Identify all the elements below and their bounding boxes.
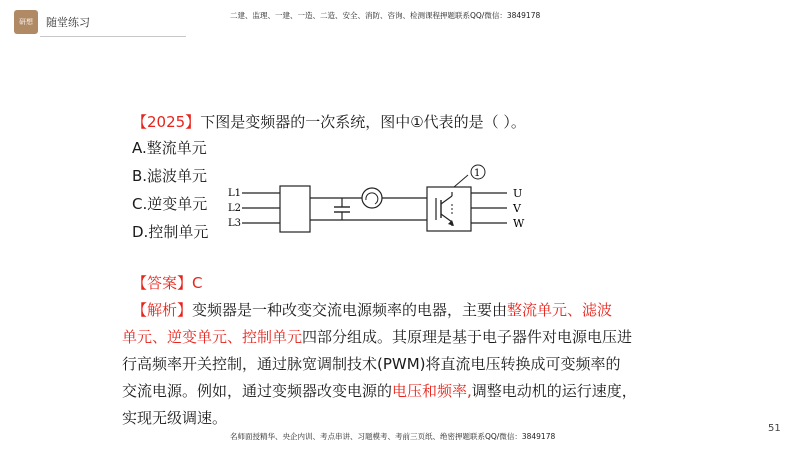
output-label-v: V bbox=[513, 202, 521, 215]
analysis-label: 【解析】 bbox=[132, 301, 193, 319]
analysis-text-1a: 变频器是一种改变交流电源频率的电器，主要由 bbox=[192, 301, 508, 319]
marker-leader bbox=[454, 175, 468, 187]
analysis-line-1 bbox=[122, 297, 682, 324]
brand-logo: 研想 bbox=[14, 10, 38, 34]
rectifier-block bbox=[280, 186, 310, 232]
header-notice: 二建、监理、一建、一造、二造、安全、消防、咨询、检测课程押题联系QQ/微信：3849178 bbox=[230, 11, 541, 20]
analysis-highlight-4: 电压和频率, bbox=[392, 382, 472, 400]
question-stem bbox=[132, 111, 526, 132]
analysis-line-3: 行高频率开关控制，通过脉宽调制技术(PWM)将直流电压转换成可变频率的 bbox=[122, 355, 621, 373]
page-number: 51 bbox=[768, 423, 781, 434]
analysis-text-4b: 调整电动机的运行速度， bbox=[471, 382, 637, 400]
analysis-text-2b: 四部分组成。其原理是基于电子器件对电源电压进 bbox=[302, 328, 633, 346]
answer-line bbox=[132, 272, 203, 293]
input-label-l3: L3 bbox=[228, 218, 242, 229]
question-year-tag: 【2025】 bbox=[132, 113, 201, 131]
input-label-l2: L2 bbox=[228, 203, 242, 214]
inverter-circuit-diagram bbox=[222, 162, 532, 234]
analysis-line-2 bbox=[122, 324, 682, 351]
output-label-u: U bbox=[513, 187, 523, 200]
footer-notice: 名师面授精华、央企内训、考点串讲、习题模考、考前三页纸、绝密押题联系QQ/微信：3849178 bbox=[230, 432, 556, 441]
option-list bbox=[132, 134, 208, 246]
answer-label: 【答案】 bbox=[132, 274, 193, 292]
analysis-highlight-2: 单元、逆变单元、控制单元 bbox=[122, 328, 303, 346]
question-text: 下图是变频器的一次系统，图中①代表的是（ ）。 bbox=[200, 113, 526, 131]
dc-link-device bbox=[362, 188, 382, 208]
input-label-l1: L1 bbox=[228, 188, 242, 199]
inverter-block bbox=[427, 187, 471, 231]
analysis-text-4a: 交流电源。例如，通过变频器改变电源的 bbox=[122, 382, 393, 400]
option-b: B.滤波单元 bbox=[132, 167, 208, 185]
analysis-block bbox=[122, 297, 682, 432]
header-divider bbox=[40, 36, 186, 37]
answer-value: C bbox=[192, 274, 203, 292]
output-label-w: W bbox=[513, 217, 525, 230]
marker-label: 1 bbox=[474, 168, 481, 179]
section-label: 随堂练习 bbox=[46, 16, 90, 29]
option-c: C.逆变单元 bbox=[132, 195, 208, 213]
analysis-highlight-1: 整流单元、滤波 bbox=[507, 301, 613, 319]
analysis-line-5: 实现无级调速。 bbox=[122, 409, 228, 427]
analysis-line-4 bbox=[122, 378, 682, 405]
option-a: A.整流单元 bbox=[132, 139, 207, 157]
option-d: D.控制单元 bbox=[132, 223, 209, 241]
